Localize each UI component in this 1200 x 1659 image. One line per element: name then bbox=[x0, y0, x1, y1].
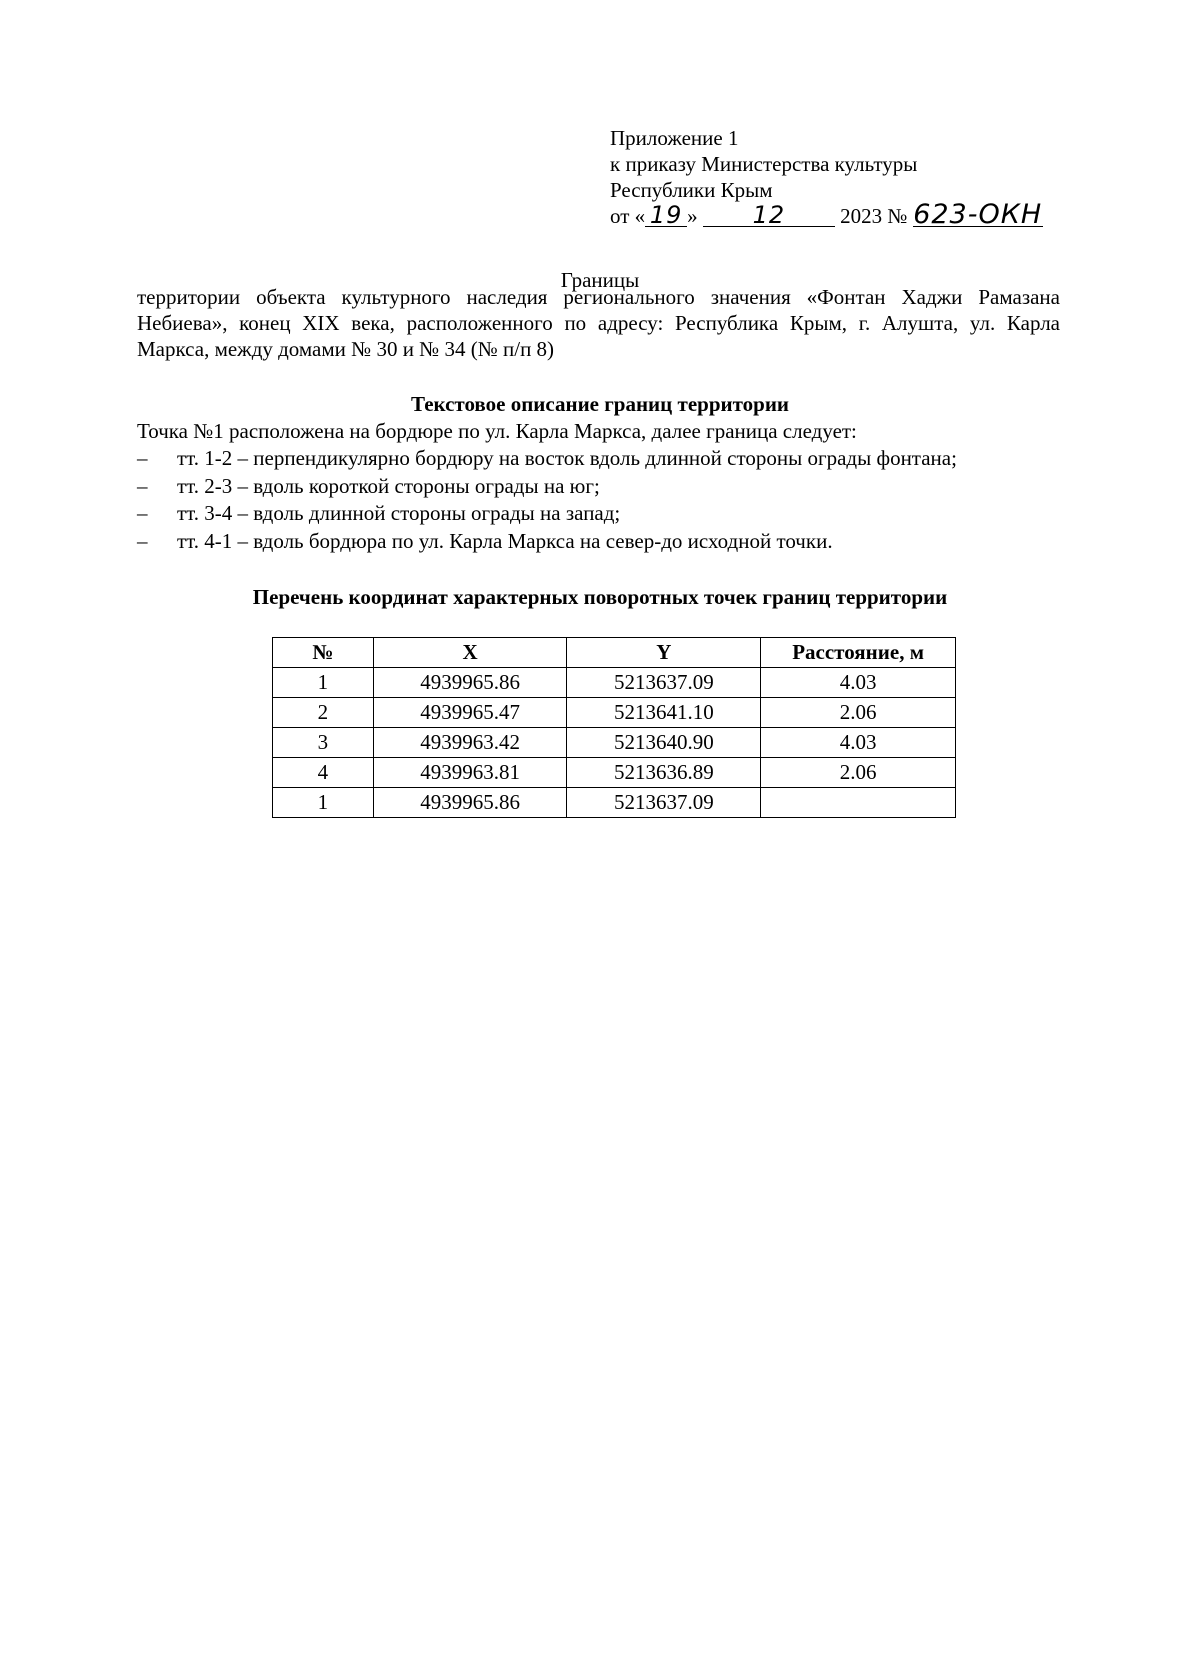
description-heading: Текстовое описание границ территории bbox=[410, 392, 790, 416]
cell-y: 5213636.89 bbox=[567, 758, 761, 788]
appendix-date-line bbox=[610, 199, 1043, 230]
list-item-text: тт. 2-3 – вдоль короткой стороны ограды на юг; bbox=[177, 473, 600, 498]
cell-x: 4939965.86 bbox=[373, 668, 567, 698]
cell-y: 5213641.10 bbox=[567, 698, 761, 728]
coordinates-heading: Перечень координат характерных поворотных точек границ территории bbox=[252, 585, 948, 609]
coordinates-table bbox=[272, 637, 956, 818]
cell-number: 3 bbox=[273, 728, 374, 758]
bullet-dash: – bbox=[137, 473, 148, 498]
table-row bbox=[273, 758, 956, 788]
bullet-dash: – bbox=[137, 529, 148, 554]
cell-number: 2 bbox=[273, 698, 374, 728]
column-header-distance: Расстояние, м bbox=[761, 638, 956, 668]
column-header-y: Y bbox=[567, 638, 761, 668]
year-and-number-label: 2023 № bbox=[840, 204, 908, 228]
list-item-text: тт. 1-2 – перпендикулярно бордюру на восток вдоль длинной стороны ограды фонтана; bbox=[177, 446, 957, 470]
cell-distance: 4.03 bbox=[761, 668, 956, 698]
cell-y: 5213640.90 bbox=[567, 728, 761, 758]
description-intro: Точка №1 расположена на бордюре по ул. Карла Маркса, далее граница следует: bbox=[137, 419, 857, 443]
cell-distance: 2.06 bbox=[761, 698, 956, 728]
column-header-x: X bbox=[373, 638, 567, 668]
table-row bbox=[273, 728, 956, 758]
appendix-republic: Республики Крым bbox=[610, 178, 773, 202]
cell-distance bbox=[761, 788, 956, 818]
date-suffix: » bbox=[687, 204, 698, 228]
table-row bbox=[273, 668, 956, 698]
cell-x: 4939963.42 bbox=[373, 728, 567, 758]
cell-number: 1 bbox=[273, 788, 374, 818]
column-header-number: № bbox=[273, 638, 374, 668]
appendix-label: Приложение 1 bbox=[610, 126, 739, 150]
cell-x: 4939965.86 bbox=[373, 788, 567, 818]
list-item bbox=[137, 500, 1060, 528]
list-item-text: тт. 3-4 – вдоль длинной стороны ограды на запад; bbox=[177, 501, 621, 526]
cell-number: 1 bbox=[273, 668, 374, 698]
cell-distance: 2.06 bbox=[761, 758, 956, 788]
table-row bbox=[273, 788, 956, 818]
cell-x: 4939963.81 bbox=[373, 758, 567, 788]
bullet-dash: – bbox=[137, 446, 148, 470]
handwritten-order-number: 623-ОКН bbox=[913, 199, 1043, 230]
title-body: территории объекта культурного наследия регионального значения «Фонтан Хаджи Рамазана Небиева», конец XIX века, расположенного по адресу: Республика Крым, г. Алушта, ул. Карла Маркса, между домами № 30 и № 34 (№ п/п 8) bbox=[137, 285, 1060, 361]
appendix-order-ref: к приказу Министерства культуры bbox=[610, 152, 918, 176]
appendix-header bbox=[610, 125, 1043, 229]
table-row bbox=[273, 698, 956, 728]
handwritten-day: 19 bbox=[645, 204, 687, 227]
cell-distance: 4.03 bbox=[761, 728, 956, 758]
list-item bbox=[137, 473, 1060, 501]
bullet-dash: – bbox=[137, 501, 148, 526]
cell-y: 5213637.09 bbox=[567, 788, 761, 818]
list-item bbox=[137, 445, 1060, 473]
title-heading: Границы bbox=[560, 268, 640, 292]
handwritten-month: 12 bbox=[703, 204, 835, 227]
date-prefix: от « bbox=[610, 204, 646, 228]
table-header-row bbox=[273, 638, 956, 668]
cell-x: 4939965.47 bbox=[373, 698, 567, 728]
list-item bbox=[137, 528, 1060, 556]
cell-y: 5213637.09 bbox=[567, 668, 761, 698]
boundary-list bbox=[137, 445, 1060, 556]
list-item-text: тт. 4-1 – вдоль бордюра по ул. Карла Маркса на север-до исходной точки. bbox=[177, 529, 833, 554]
cell-number: 4 bbox=[273, 758, 374, 788]
